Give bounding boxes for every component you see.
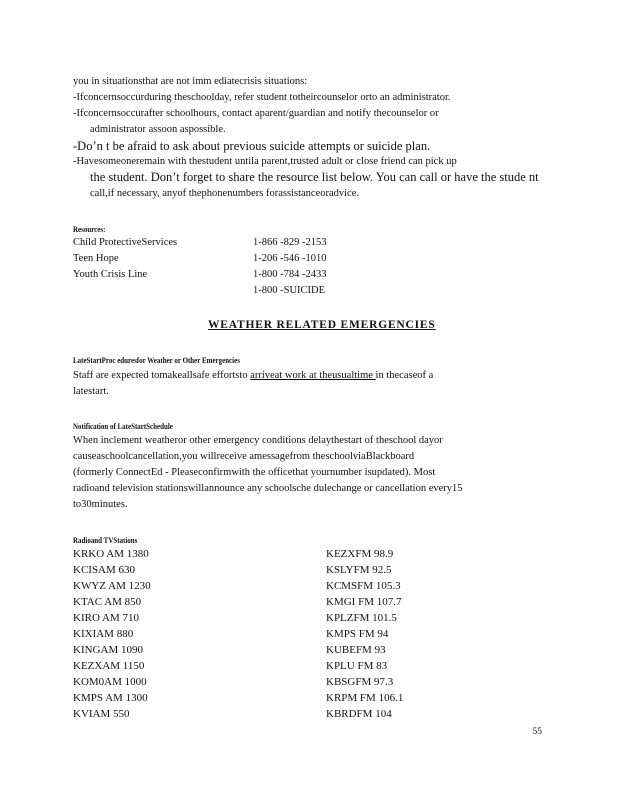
notification-line-1: When inclement weatheror other emergency conditions delaythestart of theschool dayor (73, 435, 443, 446)
late-start-line-1: Staff are expected tomakeallsafe effortsto arriveat work at theusualtime in thecaseof a (73, 370, 434, 381)
bullet-2: -Ifconcernsoccurafter schoolhours, contact aparent/guardian and notify thecounselor or (73, 108, 439, 119)
stations-label: Radioand TVStations (73, 535, 138, 545)
resource-phone: 1-800 -SUICIDE (253, 285, 326, 296)
station-right: KBRDFM 104 (326, 708, 392, 720)
station-right: KMGI FM 107.7 (326, 596, 402, 608)
bullet-3: -Do’n t be afraid to ask about previous suicide attempts or suicide plan. (73, 139, 431, 153)
notification-label: Notification of LateStartSchedule (73, 421, 173, 431)
station-left: KRKO AM 1380 (73, 548, 149, 560)
resource-phone: 1-800 -784 -2433 (253, 269, 327, 280)
station-left: KWYZ AM 1230 (73, 580, 151, 592)
station-left: KINGAM 1090 (73, 644, 143, 656)
bullet-2-cont: administrator assoon aspossible. (90, 124, 226, 135)
station-right: KUBEFM 93 (326, 644, 386, 656)
station-right: KPLU FM 83 (326, 660, 388, 672)
station-left: KOM0AM 1000 (73, 676, 147, 688)
notification-line-2: causeaschoolcancellation,you willreceive amessagefrom theschoolviaBlackboard (73, 451, 415, 462)
station-right: KEZXFM 98.9 (326, 548, 394, 560)
station-right: KPLZFM 101.5 (326, 612, 397, 624)
station-left: KMPS AM 1300 (73, 692, 148, 704)
bullet-4: -Havesomeoneremain with thestudent untila parent,trusted adult or close friend can pick up (73, 156, 457, 167)
resources-label: Resources: (73, 224, 106, 234)
resource-name: Teen Hope (73, 253, 119, 264)
late-start-label: LateStartProc eduresfor Weather or Other Emergencies (73, 355, 240, 365)
notification-line-5: to30minutes. (73, 499, 128, 510)
station-left: KIRO AM 710 (73, 612, 140, 624)
section-heading: WEATHER RELATED EMERGENCIES (208, 319, 436, 331)
intro-line: you in situationsthat are not imm ediatecrisis situations: (73, 76, 308, 87)
station-right: KMPS FM 94 (326, 628, 389, 640)
notification-line-3: (formerly ConnectEd - Pleaseconfirmwith the officethat yournumber isupdated). Most (73, 467, 436, 478)
station-left: KEZXAM 1150 (73, 660, 145, 672)
notification-line-4: radioand television stationswillannounce any schoolsche dulechange or cancellation every15 (73, 483, 463, 494)
station-left: KVIAM 550 (73, 708, 130, 720)
station-right: KSLYFM 92.5 (326, 564, 392, 576)
station-right: KCMSFM 105.3 (326, 580, 401, 592)
resource-phone: 1-866 -829 -2153 (253, 237, 327, 248)
resource-phone: 1-206 -546 -1010 (253, 253, 327, 264)
late-start-line-2: latestart. (73, 386, 109, 397)
station-left: KCISAM 630 (73, 564, 136, 576)
station-right: KBSGFM 97.3 (326, 676, 394, 688)
page-number: 55 (532, 727, 542, 737)
station-left: KIXIAM 880 (73, 628, 134, 640)
resource-name: Child ProtectiveServices (73, 237, 178, 248)
station-right: KRPM FM 106.1 (326, 692, 404, 704)
bullet-1: -Ifconcernsoccurduring theschoolday, refer student totheircounselor orto an administrator. (73, 92, 451, 103)
bullet-4-cont: the student. Don’t forget to share the resource list below. You can call or have the stude nt (90, 170, 539, 184)
station-left: KTAC AM 850 (73, 596, 142, 608)
bullet-4-cont2: call,if necessary, anyof thephonenumbers forassistanceoradvice. (90, 188, 360, 199)
resource-name: Youth Crisis Line (73, 269, 148, 280)
